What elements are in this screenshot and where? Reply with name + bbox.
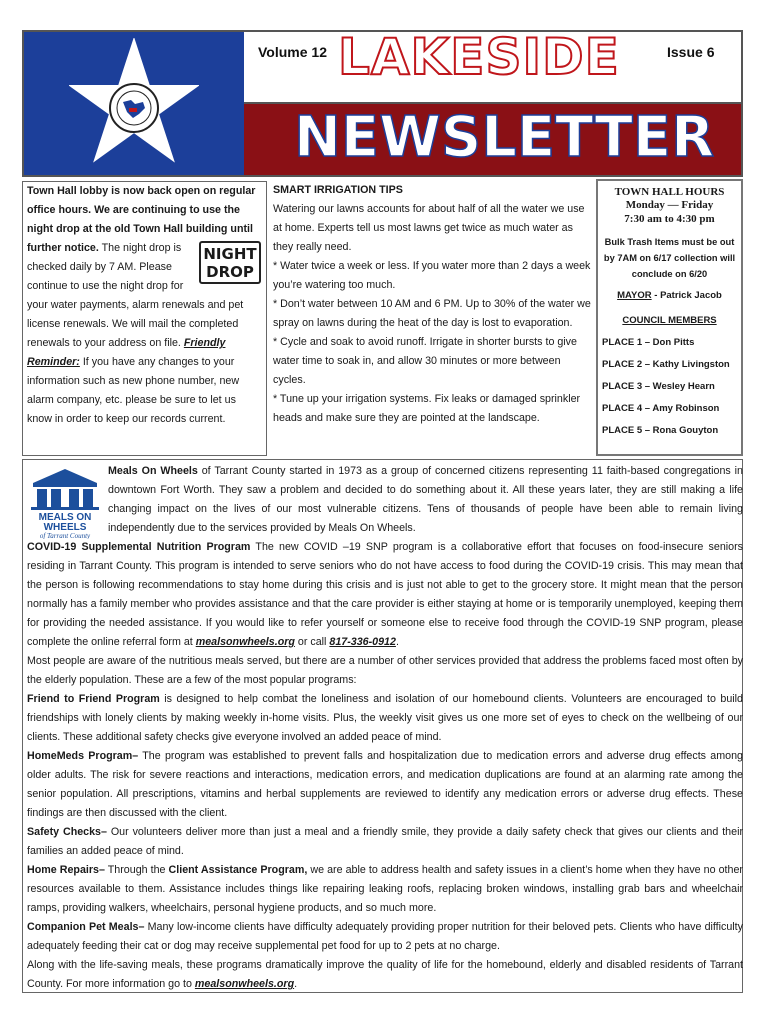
covid-program-title: COVID-19 Supplemental Nutrition Program (27, 541, 251, 553)
friend-program-title: Friend to Friend Program (27, 693, 160, 705)
friend-program (27, 690, 743, 747)
council-member: PLACE 4 – Amy Robinson (602, 403, 720, 414)
home-repairs-title: Home Repairs– (27, 864, 105, 876)
client-assistance-title: Client Assistance Program, (168, 864, 308, 876)
logo-line2: WHEELS (43, 522, 87, 533)
council-members-title: COUNCIL MEMBERS (622, 315, 717, 326)
services-intro: Most people are aware of the nutritious meals served, but there are a number of other services provided that address the problems faced most often by the elderly population. These are a few of the most popular programs: (27, 655, 743, 686)
council-member: PLACE 2 – Kathy Livingston (602, 359, 730, 370)
mayor-name: - Patrick Jacob (651, 290, 722, 301)
town-hall-notice-box (22, 181, 267, 456)
safety-checks-body: Our volunteers deliver more than just a meal and a friendly smile, they provide a daily safety check that gives our clients and their families an added peace of mind. (27, 826, 743, 857)
homemeds-program (27, 747, 743, 823)
homemeds-program-title: HomeMeds Program– (27, 750, 139, 762)
friend-program-body: is designed to help combat the loneliness and isolation of our homebound clients. Volunteers are encouraged to build friendships with lonely clients by making weekly in-home visits. Plus, the weekly visit gives us one more set of eyes to check on the wellbeing of our clients. These additional safety checks give everyone involved an added peace of mind. (27, 693, 743, 743)
meals-on-wheels-box (22, 459, 743, 993)
masthead-title-top: LAKESIDE (338, 28, 620, 86)
hours-title: TOWN HALL HOURS (614, 186, 725, 198)
irrigation-intro: Watering our lawns accounts for about half of all the water we use at home. Experts tell us most lawns get twice as much water as they really need. (273, 203, 585, 253)
bulk-trash-notice: Bulk Trash Items must be out by 7AM on 6/17 collection will conclude on 6/20 (603, 237, 736, 279)
home-repairs (27, 861, 743, 918)
safety-checks (27, 823, 743, 861)
logo-line3: of Tarrant County (39, 532, 91, 539)
meals-intro (27, 462, 743, 538)
friendly-reminder-body: If you have any changes to your information such as new phone number, new alarm company, etc. please be sure to let us know in order to keep our records current. (27, 356, 240, 425)
mayor-label: MAYOR (617, 290, 652, 301)
covid-program-body: The new COVID –19 SNP program is a collaborative effort that focuses on food-insecure seniors residing in Tarrant County. This program is intended to serve seniors who do not have access to food during the COVID-19 crisis. This may mean that the person is following recommendations to stay home during this crisis and is just not able to get to the grocery store. It might mean that the person normally has a family member who provides assistance and that the care provider is either staying at home or is temporarily unemployed, keeping them for providing the needed assistance. If you would like to refer yourself or someone else to receive food through the COVID-19 SNP program, please complete the online referral form at (27, 541, 743, 648)
meals-on-wheels-text (27, 462, 743, 994)
irrigation-tips-box (269, 181, 594, 456)
closing-period: . (294, 978, 298, 990)
council-member: PLACE 3 – Wesley Hearn (602, 381, 715, 392)
meals-intro-title: Meals On Wheels (108, 465, 198, 477)
town-hall-notice-text (27, 182, 263, 429)
hours-time: 7:30 am to 4:30 pm (624, 213, 715, 225)
irrigation-tips-title: SMART IRRIGATION TIPS (273, 184, 403, 196)
masthead (22, 30, 743, 177)
night-drop-sign-icon (199, 241, 261, 284)
period: . (395, 636, 399, 648)
meals-website-link[interactable]: mealsonwheels.org (195, 636, 295, 648)
town-hall-info-box (596, 179, 743, 456)
closing (27, 956, 743, 994)
town-hall-lead: Town Hall lobby is now back open on regular office hours. We are continuing to use the night drop at the old Town Hall building until further notice. (27, 185, 256, 254)
issue-label: Issue 6 (667, 44, 715, 60)
night-drop-line2: DROP (206, 263, 254, 281)
volume-label: Volume 12 (258, 44, 327, 60)
closing-body: Along with the life-saving meals, these programs dramatically improve the quality of life for the homebound, elderly and disabled residents of Tarrant County. For more information go to (27, 959, 743, 990)
pet-meals-title: Companion Pet Meals– (27, 921, 145, 933)
pet-meals-body: Many low-income clients have difficulty adequately providing proper nutrition for their beloved pets. Clients who have difficulty adequately feeding their cat or dog may receive supplemental pet food for up to 2 pets at no charge. (27, 921, 743, 952)
homemeds-program-body: The program was established to prevent falls and hospitalization due to medication errors and adverse drug effects among older adults. The risk for severe reactions and interactions, medication errors, and medication duplications are found at an alarming rate among the senior population. All prescriptions, vitamins and herbal supplements are reviewed to identify any medication errors or adverse drug effects. These findings are then discussed with the client. (27, 750, 743, 819)
council-member: PLACE 5 – Rona Gouyton (602, 425, 719, 436)
home-repairs-body-1: Through the (104, 864, 169, 876)
town-hall-info (598, 181, 741, 436)
or-call-text: or call (294, 636, 330, 648)
night-drop-line1: NIGHT (203, 245, 257, 263)
irrigation-tip: * Tune up your irrigation systems. Fix leaks or damaged sprinkler heads and make sure they are pointed at the landscape. (273, 393, 581, 424)
safety-checks-title: Safety Checks– (27, 826, 107, 838)
meals-phone-link[interactable]: 817-336-0912 (329, 636, 396, 648)
irrigation-tip: * Water twice a week or less. If you water more than 2 days a week you’re watering too much. (273, 260, 591, 291)
covid-program (27, 538, 743, 652)
town-seal-star-icon (69, 38, 199, 168)
meals-intro-body: of Tarrant County started in 1973 as a group of concerned citizens representing 11 faith-based congregations in downtown Fort Worth. They saw a problem and decided to do something about it. All these years later, they are still making a life changing impact on the lives of our most vulnerable citizens. Tens of thousands of people have been able to remain living independently due to the services provided by Meals On Wheels. (108, 465, 743, 534)
council-member: PLACE 1 – Don Pitts (602, 337, 695, 348)
irrigation-tips-text (273, 181, 591, 428)
mayor-line (598, 290, 741, 301)
hours-days: Monday — Friday (625, 199, 714, 211)
night-drop-body: The night drop is checked daily by 7 AM. Please continue to use the night drop for your water payments, alarm renewals and pet license renewals. We will mail the completed renewals to your address on file. (27, 242, 244, 349)
home-repairs-body-2: we are able to address health and safety issues in a client’s home when they have no other resources available to them. Assistance includes things like repairing leaking roofs, replacing broken windows, installing grab bars and wheelchair ramps, providing walkers, wheelchairs, personal hygiene products, and so much more. (27, 864, 743, 914)
irrigation-tip: * Don’t water between 10 AM and 6 PM. Up to 30% of the water we spray on lawns during the heat of the day is lost to evaporation. (273, 298, 591, 329)
logo-line1: MEALS ON (38, 512, 92, 523)
irrigation-tip: * Cycle and soak to avoid runoff. Irrigate in shorter bursts to give water time to soak in, and allow 30 minutes or more between cycles. (273, 336, 577, 386)
closing-website-link[interactable]: mealsonwheels.org (194, 978, 295, 990)
friendly-reminder-label: Friendly Reminder: (27, 337, 226, 368)
pet-meals (27, 918, 743, 956)
masthead-title-bottom: NEWSLETTER (294, 105, 715, 170)
